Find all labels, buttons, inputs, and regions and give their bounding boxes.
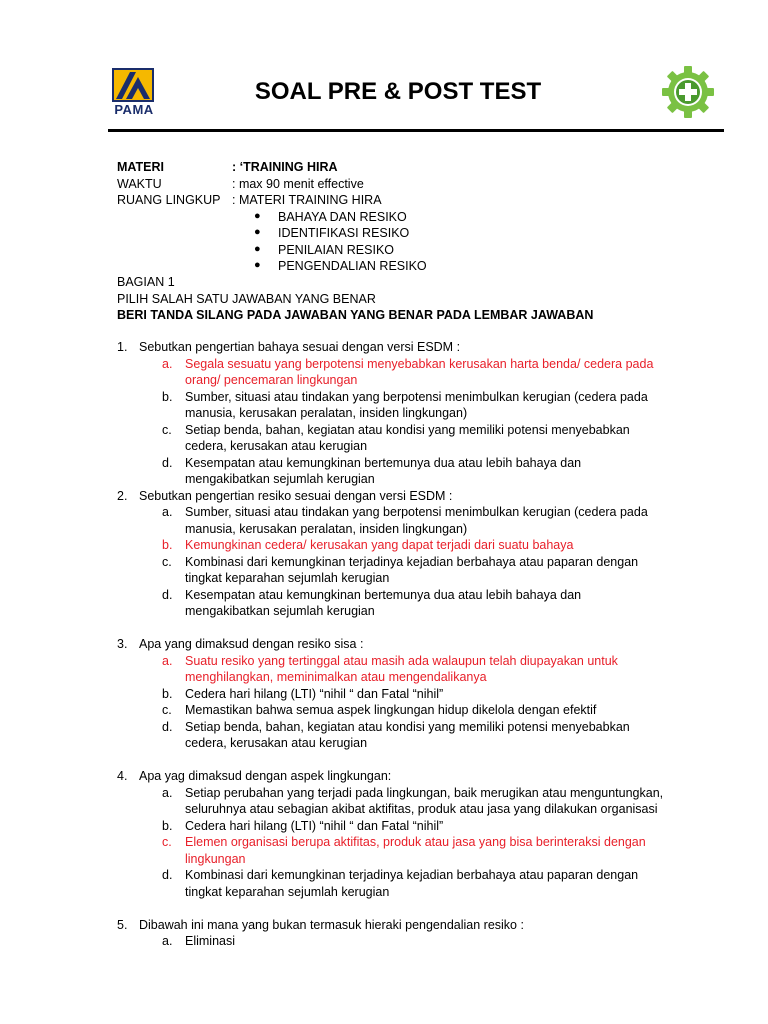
answer-option: [0, 587, 768, 620]
scope-item-text: PENILAIAN RESIKO: [278, 242, 395, 257]
question-spacer: [0, 620, 768, 637]
option-text: Suatu resiko yang tertinggal atau masih ada walaupun telah diupayakan untuk menghilangkan, meminimalkan atau mengendalikanya: [185, 653, 618, 684]
bullet-icon: ●: [254, 242, 261, 255]
option-text: Kemungkinan cedera/ kerusakan yang dapat terjadi dari suatu bahaya: [185, 538, 574, 552]
option-text: Kesempatan atau kemungkinan bertemunya dua atau lebih bahaya dan mengakibatkan sejumlah kerugian: [185, 455, 582, 486]
bullet-icon: ●: [254, 209, 261, 222]
answer-option: [0, 702, 768, 719]
answer-option: [0, 867, 768, 900]
option-letter: d.: [162, 868, 173, 882]
option-letter: a.: [162, 934, 173, 948]
option-text: Memastikan bahwa semua aspek lingkungan hidup dikelola dengan efektif: [185, 703, 597, 717]
option-text: Kombinasi dari kemungkinan terjadinya kejadian berbahaya atau paparan dengan tingkat keparahan sejumlah kerugian: [185, 554, 639, 585]
option-letter: c.: [162, 835, 172, 849]
question: [0, 636, 768, 653]
option-letter: c.: [162, 422, 172, 437]
answer-option-correct: [0, 834, 768, 867]
option-text: Sumber, situasi atau tindakan yang berpotensi menimbulkan kerugian (cedera pada manusia, kerusakan peralatan, insiden lingkungan): [185, 505, 648, 536]
answer-option-correct: [0, 537, 768, 554]
ruang-lingkup-label: RUANG LINGKUP: [117, 193, 221, 207]
question: [0, 339, 768, 356]
question-number: 4.: [117, 769, 128, 783]
bullet-icon: ●: [254, 259, 261, 271]
answer-option: [0, 504, 768, 537]
question-text: Apa yang dimaksud dengan resiko sisa :: [139, 637, 364, 651]
option-text: Setiap benda, bahan, kegiatan atau kondisi yang memiliki potensi menyebabkan cedera, kerusakan atau kerugian: [185, 719, 630, 750]
waktu-label: WAKTU: [117, 176, 162, 191]
scope-item-text: PENGENDALIAN RESIKO: [278, 259, 427, 273]
question-number: 3.: [117, 637, 128, 651]
option-text: Elemen organisasi berupa aktifitas, produk atau jasa yang bisa berinteraksi dengan lingkungan: [185, 835, 646, 866]
waktu-value: : max 90 menit effective: [232, 176, 364, 191]
option-letter: a.: [162, 356, 173, 371]
question: [0, 768, 768, 785]
option-letter: a.: [162, 785, 173, 800]
question-number: 2.: [117, 488, 128, 503]
answer-option: [0, 422, 768, 455]
pama-logo: [108, 68, 160, 120]
question-number: 5.: [117, 917, 128, 932]
answer-option: [0, 719, 768, 752]
option-text: Sumber, situasi atau tindakan yang berpotensi menimbulkan kerugian (cedera pada manusia, kerusakan peralatan, insiden lingkungan): [185, 389, 648, 420]
answer-option: [0, 785, 768, 818]
page-title: SOAL PRE & POST TEST: [254, 78, 542, 105]
option-letter: a.: [162, 505, 173, 519]
answer-option: [0, 818, 768, 835]
option-letter: d.: [162, 455, 173, 470]
instruction-mark: BERI TANDA SILANG PADA JAWABAN YANG BENAR PADA LEMBAR JAWABAN: [117, 308, 594, 322]
question-text: Apa yag dimaksud dengan aspek lingkungan:: [139, 769, 392, 783]
ruang-lingkup-value: : MATERI TRAINING HIRA: [232, 193, 382, 207]
instruction-choose: PILIH SALAH SATU JAWABAN YANG BENAR: [117, 291, 376, 306]
section-title: BAGIAN 1: [117, 275, 175, 289]
option-letter: a.: [162, 653, 173, 668]
answer-option: [0, 389, 768, 422]
option-letter: b.: [162, 389, 173, 404]
answer-option-correct: [0, 653, 768, 686]
option-letter: b.: [162, 538, 173, 552]
question-text: Sebutkan pengertian resiko sesuai dengan versi ESDM :: [139, 488, 453, 503]
option-text: Setiap benda, bahan, kegiatan atau kondisi yang memiliki potensi menyebabkan cedera, kerusakan atau kerugian: [185, 422, 630, 453]
option-text: Cedera hari hilang (LTI) “nihil “ dan Fatal “nihil”: [185, 686, 444, 701]
option-letter: c.: [162, 554, 172, 569]
materi-label: MATERI: [117, 160, 164, 174]
option-text: Cedera hari hilang (LTI) “nihil “ dan Fatal “nihil”: [185, 818, 444, 833]
question: [0, 917, 768, 934]
scope-item-text: BAHAYA DAN RESIKO: [278, 209, 407, 224]
question-text: Sebutkan pengertian bahaya sesuai dengan versi ESDM :: [139, 340, 461, 354]
pama-logo-icon: [112, 68, 154, 102]
option-text: Segala sesuatu yang berpotensi menyebabkan kerusakan harta benda/ cedera pada orang/ pencemaran lingkungan: [185, 356, 654, 387]
option-letter: d.: [162, 587, 173, 602]
option-letter: b.: [162, 686, 173, 701]
answer-option: [0, 455, 768, 488]
option-letter: b.: [162, 818, 173, 833]
option-text: Eliminasi: [185, 934, 236, 948]
question-number: 1.: [117, 340, 128, 354]
option-text: Kombinasi dari kemungkinan terjadinya kejadian berbahaya atau paparan dengan tingkat keparahan sejumlah kerugian: [185, 868, 639, 899]
question-list: [0, 339, 768, 950]
answer-option: [0, 554, 768, 587]
option-letter: d.: [162, 719, 173, 734]
scope-item-text: IDENTIFIKASI RESIKO: [278, 226, 410, 240]
option-letter: c.: [162, 703, 172, 717]
question-spacer: [0, 752, 768, 769]
safety-logo: [660, 64, 716, 120]
header-divider: [108, 129, 724, 132]
answer-option: [0, 933, 768, 950]
option-text: Setiap perubahan yang terjadi pada lingkungan, baik merugikan atau menguntungkan, seluruhnya atau sebagian akibat aktifitas, produk atau jasa yang dilakukan organisasi: [185, 785, 664, 816]
materi-value: : ‘TRAINING HIRA: [232, 160, 338, 174]
pama-logo-text: PAMA: [114, 102, 154, 117]
gear-cross-icon: [660, 64, 716, 120]
question-text: Dibawah ini mana yang bukan termasuk hieraki pengendalian resiko :: [139, 917, 524, 932]
bullet-icon: ●: [254, 226, 261, 238]
option-text: Kesempatan atau kemungkinan bertemunya dua atau lebih bahaya dan mengakibatkan sejumlah kerugian: [185, 587, 582, 618]
answer-option: [0, 686, 768, 703]
question-spacer: [0, 900, 768, 917]
answer-option-correct: [0, 356, 768, 389]
question: [0, 488, 768, 505]
